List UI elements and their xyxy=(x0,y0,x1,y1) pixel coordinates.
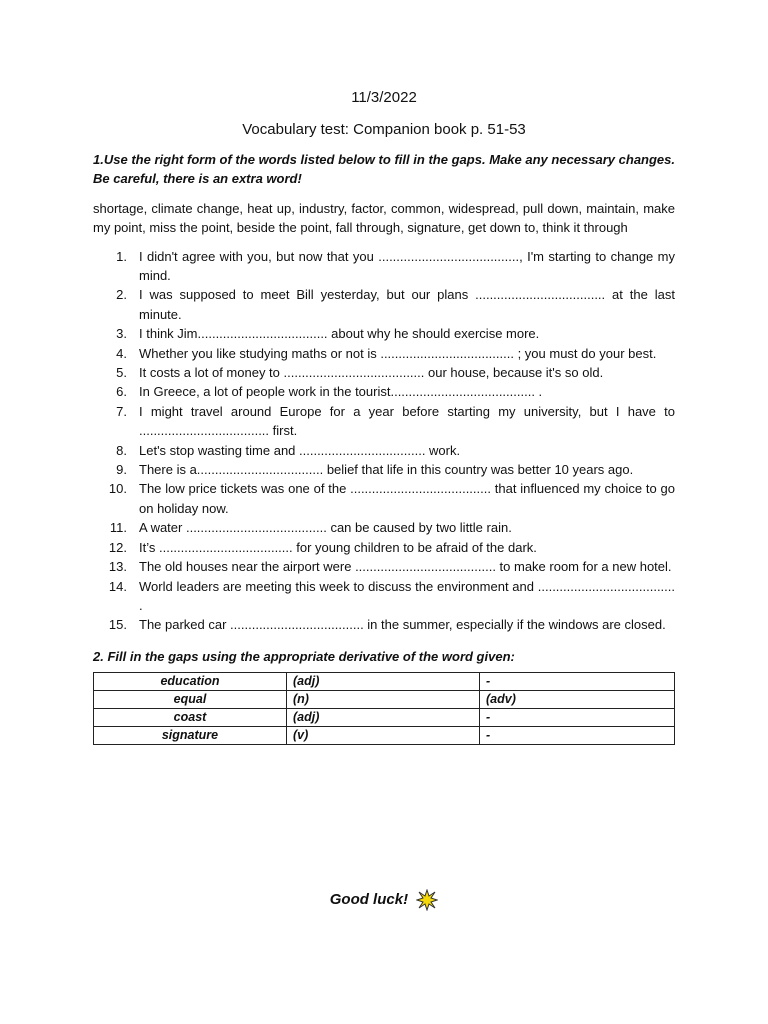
question-text: It costs a lot of money to ....................................... our house, because it's so old. xyxy=(139,365,604,381)
question-item xyxy=(93,460,675,479)
test-date: 11/3/2022 xyxy=(351,89,417,106)
table-row xyxy=(94,708,675,726)
question-number: 6. xyxy=(116,384,127,400)
question-text: Let's stop wasting time and ................................... work. xyxy=(139,442,461,458)
question-number: 13. xyxy=(108,559,127,575)
base-word: equal xyxy=(94,690,287,708)
question-item xyxy=(93,441,675,460)
question-text: I was supposed to meet Bill yesterday, but our plans .................................... at the last minute. xyxy=(139,287,675,322)
question-item xyxy=(93,344,675,363)
question-number: 1. xyxy=(116,248,127,264)
question-item xyxy=(93,285,675,324)
question-number: 8. xyxy=(116,442,127,458)
section1-instruction: 1.Use the right form of the words listed below to fill in the gaps. Make any necessary changes. Be careful, there is an extra word! xyxy=(93,152,675,186)
star-burst-icon xyxy=(416,889,438,911)
word-bank: shortage, climate change, heat up, industry, factor, common, widespread, pull down, maintain, make my point, miss the point, beside the point, fall through, signature, get down to, think it through xyxy=(93,201,675,236)
question-text: I think Jim.................................... about why he should exercise more. xyxy=(139,326,540,342)
question-text: I didn't agree with you, but now that you ......................................., I'm starting to change my mind. xyxy=(139,248,675,283)
question-item xyxy=(93,382,675,401)
question-number: 11. xyxy=(109,520,127,536)
question-item xyxy=(93,402,675,441)
target-form: (adj) xyxy=(287,672,480,690)
question-text: Whether you like studying maths or not is ..................................... ; you must do your best. xyxy=(139,345,657,361)
question-item xyxy=(93,538,675,557)
document-page xyxy=(93,86,675,745)
question-number: 4. xyxy=(116,345,127,361)
base-word: coast xyxy=(94,708,287,726)
section2-instruction: 2. Fill in the gaps using the appropriate derivative of the word given: xyxy=(93,648,515,664)
question-number: 14. xyxy=(108,578,127,594)
question-number: 12. xyxy=(108,539,127,555)
question-item xyxy=(93,324,675,343)
question-text: The parked car ..................................... in the summer, especially if the windows are closed. xyxy=(139,617,666,633)
question-number: 15. xyxy=(108,617,127,633)
table-row xyxy=(94,690,675,708)
question-text: I might travel around Europe for a year before starting my university, but I have to .................................... first. xyxy=(139,403,675,439)
good-luck-text: Good luck! xyxy=(329,891,409,908)
target-form: (n) xyxy=(287,690,480,708)
test-title: Vocabulary test: Companion book p. 51-53 xyxy=(242,121,526,138)
question-list xyxy=(93,247,675,635)
extra-form: - xyxy=(480,726,675,744)
target-form: (v) xyxy=(287,726,480,744)
question-text: The low price tickets was one of the ....................................... that influenced my choice to go on holiday now. xyxy=(139,481,675,516)
good-luck-footer xyxy=(0,888,768,912)
question-text: A water ....................................... can be caused by two little rain. xyxy=(139,520,512,536)
extra-form: - xyxy=(480,708,675,726)
target-form: (adj) xyxy=(287,708,480,726)
question-item xyxy=(93,557,675,576)
base-word: signature xyxy=(94,726,287,744)
question-item xyxy=(93,247,675,286)
question-number: 2. xyxy=(116,287,127,303)
question-item xyxy=(93,615,675,634)
extra-form: (adv) xyxy=(480,690,675,708)
question-number: 10. xyxy=(108,481,127,497)
question-text: It’s ..................................... for young children to be afraid of the dark. xyxy=(139,539,537,555)
table-row xyxy=(94,672,675,690)
base-word: education xyxy=(94,672,287,690)
question-number: 9. xyxy=(116,462,127,478)
question-number: 3. xyxy=(116,326,127,342)
extra-form: - xyxy=(480,672,675,690)
question-number: 7. xyxy=(116,403,127,419)
question-item xyxy=(93,479,675,518)
question-item xyxy=(93,363,675,382)
question-text: In Greece, a lot of people work in the tourist........................................ . xyxy=(139,384,543,400)
question-number: 5. xyxy=(116,365,127,381)
table-row xyxy=(94,726,675,744)
question-item xyxy=(93,518,675,537)
question-item xyxy=(93,577,675,616)
question-text: World leaders are meeting this week to discuss the environment and ...................................... . xyxy=(139,578,675,613)
question-text: The old houses near the airport were ....................................... to make room for a new hotel. xyxy=(139,559,672,575)
derivative-table xyxy=(93,672,675,745)
question-text: There is a................................... belief that life in this country was better 10 years ago. xyxy=(139,462,634,478)
